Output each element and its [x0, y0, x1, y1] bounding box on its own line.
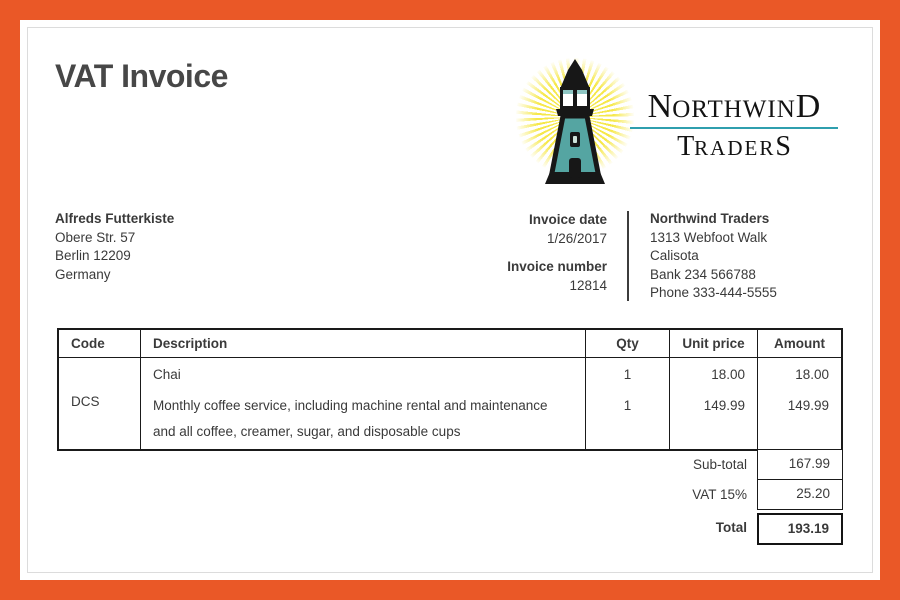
vat-row [57, 480, 843, 510]
subtotal-value: 167.99 [757, 450, 843, 480]
invoice-date-value: 1/26/2017 [546, 230, 607, 246]
billing-line: Berlin 12209 [55, 248, 131, 263]
invoice-meta [420, 211, 607, 295]
cell-code: DCS [59, 358, 141, 449]
invoice-number-value: 12814 [569, 277, 607, 293]
header-amount: Amount [758, 330, 841, 358]
table-header-row [59, 330, 841, 358]
logo-letter: N [647, 88, 673, 125]
vat-value: 25.20 [757, 480, 843, 510]
logo-letters: ORTHWIN [672, 96, 796, 123]
meta-divider [627, 211, 629, 301]
description-line: Monthly coffee service, including machine rental and maintenance and all coffee, creamer, sugar, and disposable cups [153, 398, 548, 439]
qty-value: 1 [623, 367, 632, 382]
cell-amount [758, 358, 841, 449]
meta-spacer [420, 248, 607, 258]
header-qty: Qty [586, 330, 670, 358]
unit-price-value: 18.00 [711, 367, 745, 382]
logo-line-northwind [628, 90, 840, 124]
logo-letters: RADER [694, 136, 776, 160]
unit-price-value: 149.99 [703, 398, 745, 413]
page-title: VAT Invoice [55, 58, 228, 94]
description-line: Chai [153, 367, 181, 382]
logo-letter: T [677, 131, 695, 162]
seller-name: Northwind Traders [650, 211, 770, 226]
total-value: 193.19 [757, 513, 843, 545]
lighthouse-icon [523, 56, 627, 188]
logo-wordmark [628, 90, 840, 161]
seller-line: Calisota [650, 248, 699, 263]
logo-line-traders [628, 133, 840, 161]
logo-underline [630, 127, 838, 129]
cell-qty [586, 358, 670, 449]
seller-line: Bank 234 566788 [650, 266, 756, 282]
seller-line: 1313 Webfoot Walk [650, 229, 768, 245]
seller-line: Phone 333-444-5555 [650, 285, 777, 300]
billing-name: Alfreds Futterkiste [55, 211, 175, 226]
seller-address [650, 210, 777, 303]
billing-line: Germany [55, 266, 111, 282]
cell-unit-price [670, 358, 758, 449]
header-description: Description [141, 330, 586, 358]
amount-value: 149.99 [787, 398, 829, 413]
header-unit-price: Unit price [670, 330, 758, 358]
billing-line: Obere Str. 57 [55, 229, 136, 245]
line-items-table [57, 328, 843, 451]
invoice-number-label: Invoice number [507, 259, 607, 274]
amount-value: 18.00 [795, 367, 829, 382]
vat-label: VAT 15% [692, 487, 747, 502]
logo-letter: S [775, 131, 791, 162]
subtotal-row [57, 450, 843, 480]
table-body-row [59, 358, 841, 449]
total-row [57, 513, 843, 545]
totals-section [57, 450, 843, 545]
subtotal-label: Sub-total [692, 457, 747, 472]
qty-value: 1 [623, 398, 632, 413]
logo-letter: D [795, 88, 821, 125]
total-label: Total [715, 520, 747, 535]
invoice-date-label: Invoice date [528, 212, 607, 227]
cell-description [141, 358, 586, 449]
header-code: Code [59, 330, 141, 358]
billing-address [55, 210, 174, 284]
